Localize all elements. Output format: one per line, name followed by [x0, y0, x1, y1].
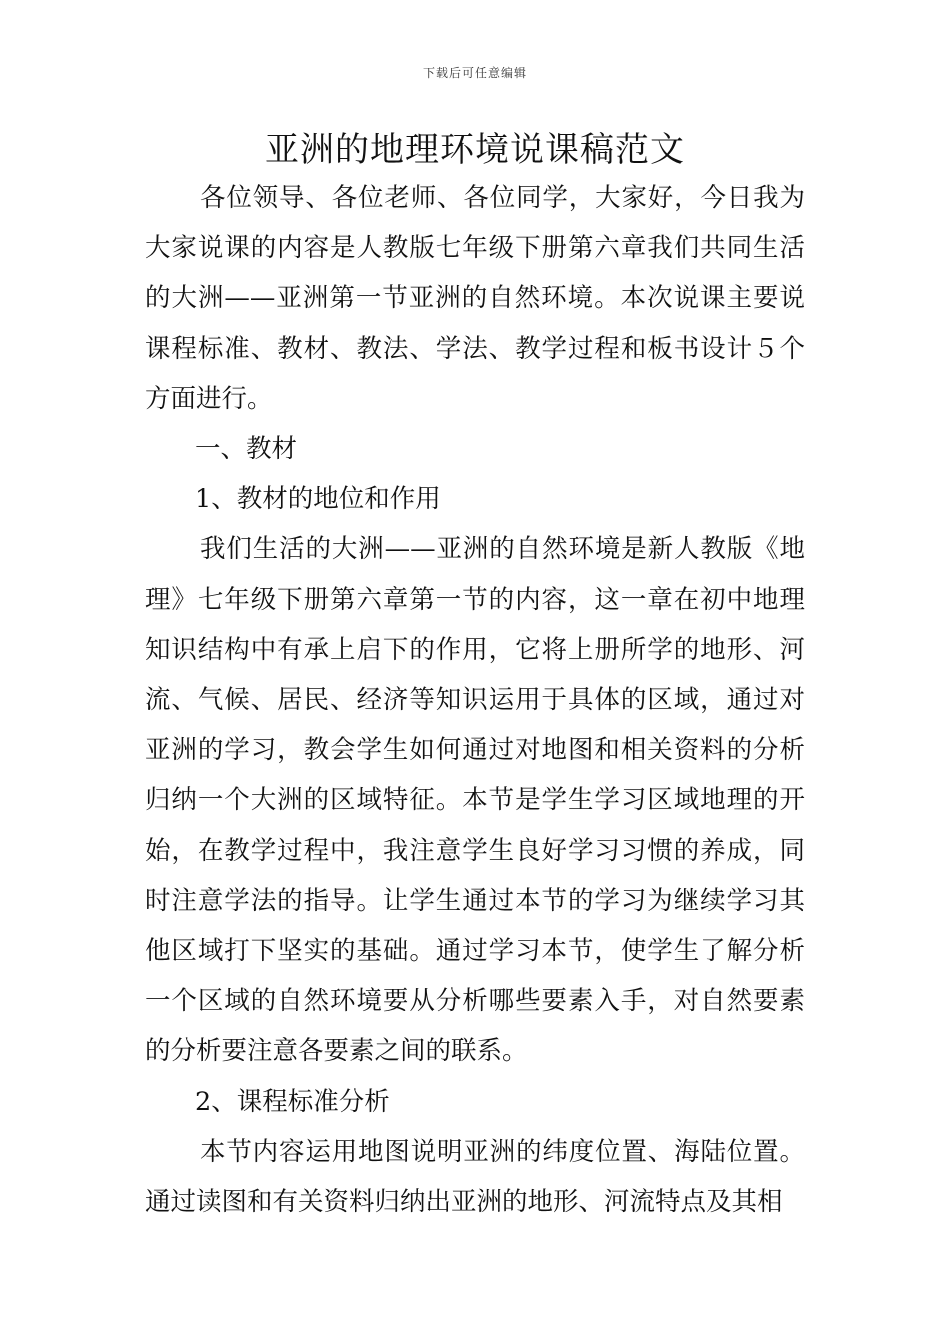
curriculum-standard-paragraph: 本节内容运用地图说明亚洲的纬度位置、海陆位置。通过读图和有关资料归纳出亚洲的地形、河流特点及其相	[145, 1136, 805, 1218]
document-body	[145, 173, 805, 1227]
section-heading-textbook: 一、教材	[195, 434, 298, 465]
document-title: 亚洲的地理环境说课稿范文	[265, 130, 685, 170]
subsection-heading-curriculum-standard: 2、课程标准分析	[195, 1086, 390, 1117]
intro-paragraph: 各位领导、各位老师、各位同学，大家好，今日我为大家说课的内容是人教版七年级下册第六章我们共同生活的大洲——亚洲第一节亚洲的自然环境。本次说课主要说课程标准、教材、教法、学法、教学过程和板书设计５个方面进行。	[145, 183, 805, 414]
status-role-paragraph: 我们生活的大洲——亚洲的自然环境是新人教版《地理》七年级下册第六章第一节的内容，这一章在初中地理知识结构中有承上启下的作用，它将上册所学的地形、河流、气候、居民、经济等知识运用于具体的区域，通过对亚洲的学习，教会学生如何通过对地图和相关资料的分析归纳一个大洲的区域特征。本节是学生学习区域地理的开始，在教学过程中，我注意学生良好学习习惯的养成，同时注意学法的指导。让学生通过本节的学习为继续学习其他区域打下坚实的基础。通过学习本节，使学生了解分析一个区域的自然环境要从分析哪些要素入手，对自然要素的分析要注意各要素之间的联系。	[145, 534, 805, 1067]
subsection-heading-status-role: 1、教材的地位和作用	[195, 484, 441, 515]
header-note: 下载后可任意编辑	[422, 66, 527, 80]
